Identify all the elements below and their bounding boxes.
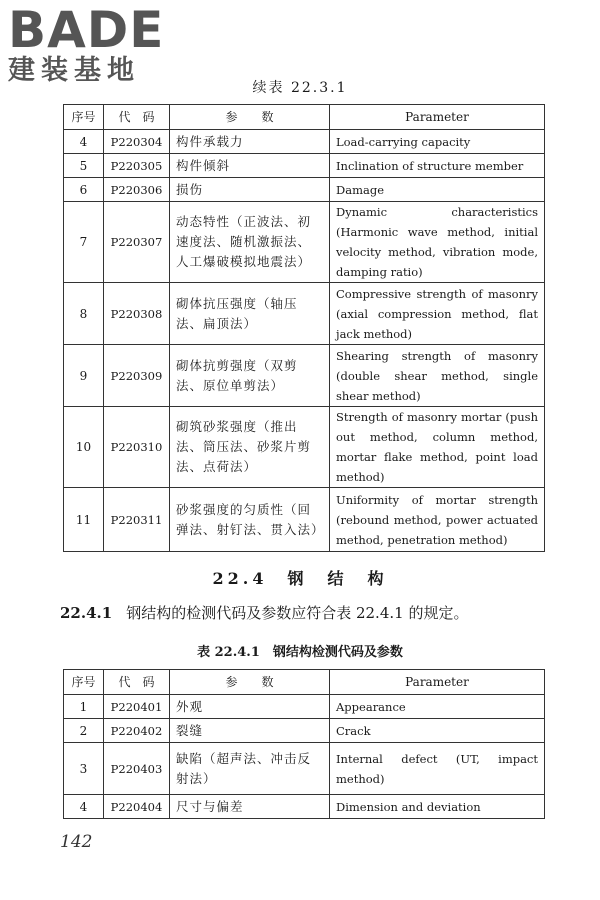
- cell-param: 动态特性（正波法、初速度法、随机激振法、人工爆破模拟地震法）: [170, 202, 330, 283]
- cell-param: 构件倾斜: [170, 154, 330, 178]
- clause-text: 钢结构的检测代码及参数应符合表 22.4.1 的规定。: [126, 604, 469, 622]
- logo-wordmark: BADE: [8, 1, 165, 59]
- cell-code: P220403: [104, 743, 170, 795]
- cell-no: 2: [64, 719, 104, 743]
- table-row: [64, 695, 545, 719]
- table-row: [64, 743, 545, 795]
- table-row: [64, 202, 545, 283]
- cell-param: 砌体抗剪强度（双剪法、原位单剪法）: [170, 345, 330, 407]
- cell-code: P220304: [104, 130, 170, 154]
- cell-param: 裂缝: [170, 719, 330, 743]
- cell-param: 缺陷（超声法、冲击反射法）: [170, 743, 330, 795]
- table-row: [64, 488, 545, 552]
- cell-parameter-en: Strength of masonry mortar (push out method, column method, mortar flake method, point load method): [330, 407, 545, 488]
- table-row: [64, 407, 545, 488]
- cell-param: 损伤: [170, 178, 330, 202]
- header-parameter-en: Parameter: [330, 105, 545, 130]
- cell-param: 砂浆强度的匀质性（回弹法、射钉法、贯入法）: [170, 488, 330, 552]
- clause-22-4-1: [60, 602, 580, 623]
- cell-parameter-en: Load-carrying capacity: [330, 130, 545, 154]
- cell-code: P220404: [104, 795, 170, 819]
- header-parameter-en: Parameter: [330, 670, 545, 695]
- cell-code: P220309: [104, 345, 170, 407]
- cell-param: 尺寸与偏差: [170, 795, 330, 819]
- cell-no: 10: [64, 407, 104, 488]
- cell-no: 4: [64, 130, 104, 154]
- cell-no: 6: [64, 178, 104, 202]
- cell-parameter-en: Appearance: [330, 695, 545, 719]
- header-no: 序号: [64, 105, 104, 130]
- cell-code: P220310: [104, 407, 170, 488]
- table-22-3-1-continued: [63, 104, 545, 552]
- cell-no: 9: [64, 345, 104, 407]
- cell-parameter-en: Internal defect (UT, impact method): [330, 743, 545, 795]
- cell-code: P220306: [104, 178, 170, 202]
- header-no: 序号: [64, 670, 104, 695]
- cell-no: 1: [64, 695, 104, 719]
- logo: [8, 1, 178, 86]
- table-22-4-1: [63, 669, 545, 819]
- page-number: 142: [60, 832, 93, 852]
- cell-parameter-en: Dynamic characteristics (Harmonic wave method, initial velocity method, vibration mode, damping ratio): [330, 202, 545, 283]
- header-code: 代 码: [104, 670, 170, 695]
- cell-code: P220307: [104, 202, 170, 283]
- cell-code: P220305: [104, 154, 170, 178]
- cell-param: 构件承载力: [170, 130, 330, 154]
- cell-code: P220308: [104, 283, 170, 345]
- cell-no: 5: [64, 154, 104, 178]
- table-row: [64, 154, 545, 178]
- table-row: [64, 178, 545, 202]
- cell-param: 砌体抗压强度（轴压法、扁顶法）: [170, 283, 330, 345]
- cell-parameter-en: Inclination of structure member: [330, 154, 545, 178]
- cell-param: 砌筑砂浆强度（推出法、筒压法、砂浆片剪法、点荷法）: [170, 407, 330, 488]
- logo-subtitle: 建装基地: [8, 55, 140, 86]
- cell-parameter-en: Compressive strength of masonry (axial compression method, flat jack method): [330, 283, 545, 345]
- table1-caption: 续表 22.3.1: [252, 80, 348, 96]
- cell-no: 8: [64, 283, 104, 345]
- cell-parameter-en: Damage: [330, 178, 545, 202]
- header-param: 参 数: [170, 105, 330, 130]
- header-param: 参 数: [170, 670, 330, 695]
- table-row: [64, 283, 545, 345]
- cell-code: P220401: [104, 695, 170, 719]
- cell-code: P220311: [104, 488, 170, 552]
- cell-no: 11: [64, 488, 104, 552]
- table-row: [64, 719, 545, 743]
- cell-param: 外观: [170, 695, 330, 719]
- cell-code: P220402: [104, 719, 170, 743]
- table-row: [64, 345, 545, 407]
- table2-caption: 表 22.4.1 钢结构检测代码及参数: [197, 645, 403, 660]
- table-header-row: [64, 670, 545, 695]
- cell-no: 3: [64, 743, 104, 795]
- table-row: [64, 795, 545, 819]
- cell-parameter-en: Shearing strength of masonry (double shear method, single shear method): [330, 345, 545, 407]
- cell-parameter-en: Dimension and deviation: [330, 795, 545, 819]
- header-code: 代 码: [104, 105, 170, 130]
- cell-no: 4: [64, 795, 104, 819]
- section-title: 22.4 钢 结 构: [212, 569, 388, 588]
- cell-parameter-en: Uniformity of mortar strength (rebound method, power actuated method, penetration method): [330, 488, 545, 552]
- cell-no: 7: [64, 202, 104, 283]
- table-header-row: [64, 105, 545, 130]
- clause-number: 22.4.1: [60, 604, 113, 622]
- table-row: [64, 130, 545, 154]
- cell-parameter-en: Crack: [330, 719, 545, 743]
